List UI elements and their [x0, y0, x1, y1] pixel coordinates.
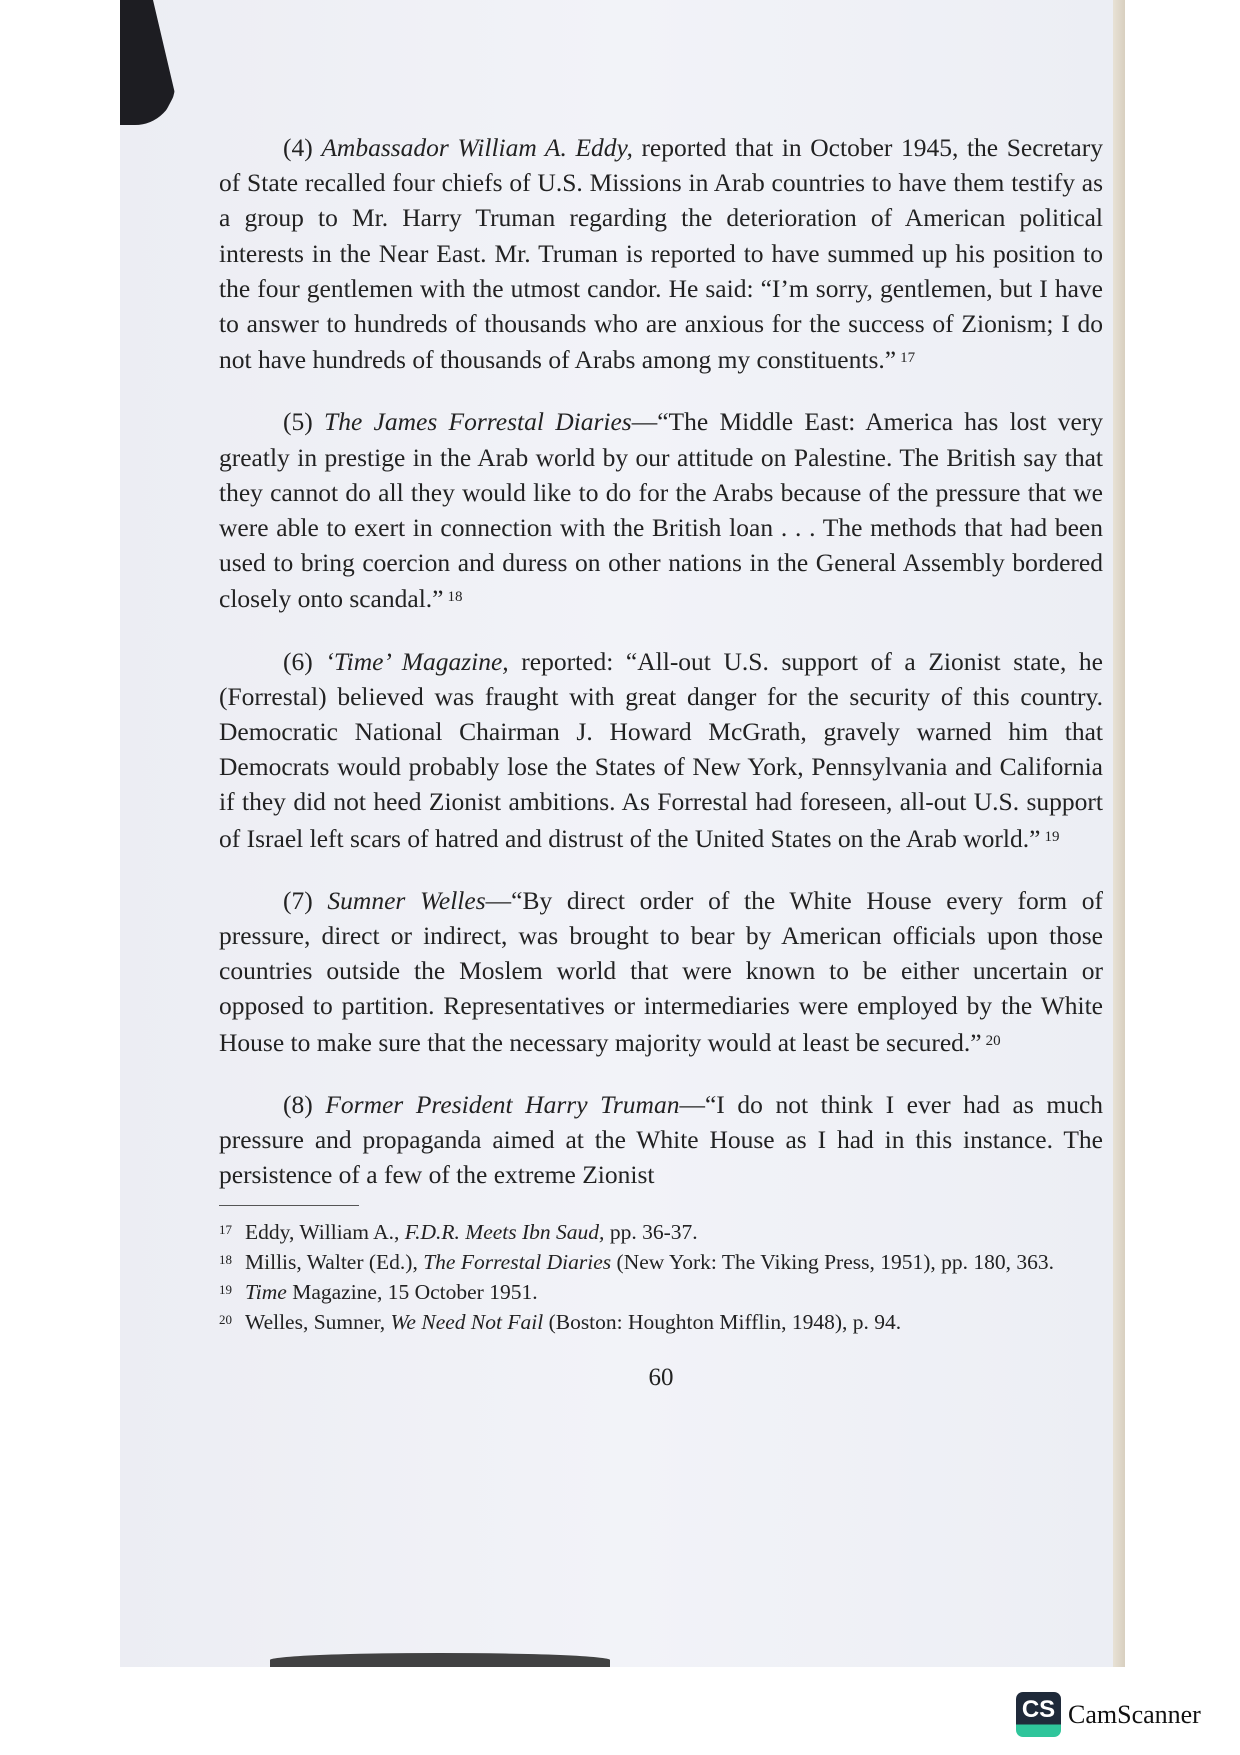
footnote-number: 19	[219, 1282, 232, 1298]
paragraph-body: —“The Middle East: America has lost very greatly in prestige in the Arab world by our attitude on Palestine. The British say that they cannot do all they would like to do for the Arabs because of the pressure that we were able to exert in connection with the British loan . . . The methods that had been used to bring coercion and duress on other nations in the General Assembly bordered closely onto scandal.”	[219, 407, 1103, 614]
paragraph-title: Former President Harry Truman	[325, 1089, 680, 1119]
page-edge	[1113, 0, 1125, 1667]
camscanner-watermark	[1016, 1692, 1201, 1737]
footnote-title: Time	[245, 1280, 287, 1305]
footnote	[219, 1246, 1103, 1276]
footnote-details: pp. 36-37.	[604, 1220, 698, 1245]
footnote-details: Magazine, 15 October 1951.	[286, 1280, 538, 1305]
footnote	[219, 1216, 1103, 1246]
paragraph	[219, 404, 1103, 616]
camscanner-label: CamScanner	[1068, 1699, 1201, 1729]
finger-shadow	[270, 1653, 610, 1667]
footnote-author: Welles, Sumner,	[245, 1310, 391, 1335]
footnote-title: We Need Not Fail	[390, 1310, 544, 1335]
paragraph-number: (5)	[283, 407, 325, 437]
paragraph-body: reported that in October 1945, the Secretary of State recalled four chiefs of U.S. Missions in Arab countries to have them testify as a group to Mr. Harry Truman regarding the deterioration of American political interests in the Near East. Mr. Truman is reported to have summed up his position to the four gentlemen with the utmost candor. He said: “I’m sorry, gentlemen, but I have to answer to hundreds of thousands who are anxious for the success of Zionism; I do not have hundreds of thousands of Arabs among my constituents.”	[219, 133, 1103, 375]
paragraph-title: Sumner Welles	[327, 885, 486, 915]
paragraph-title: The James Forrestal Diaries	[324, 407, 632, 437]
paragraph	[219, 1087, 1103, 1193]
paragraph-title: Ambassador William A. Eddy,	[321, 133, 633, 162]
paragraph-number: (7)	[283, 885, 328, 915]
camscanner-logo-icon: CS	[1016, 1692, 1061, 1737]
body-text	[219, 130, 1103, 1396]
footnote-author: Millis, Walter (Ed.),	[245, 1250, 424, 1275]
paragraph	[219, 130, 1103, 377]
scanned-page	[120, 0, 1125, 1667]
paragraph-body: reported: “All-out U.S. support of a Zionist state, he (Forrestal) believed was fraught with great danger for the security of this country. Democratic National Chairman J. Howard McGrath, gravely warned him that Democrats would probably lose the States of New York, Pennsylvania and California if they did not heed Zionist ambitions. As Forrestal had foreseen, all-out U.S. support of Israel left scars of hatred and distrust of the United States on the Arab world.”	[219, 646, 1103, 853]
footnote-ref: 18	[447, 589, 463, 606]
footnote-ref: 20	[985, 1032, 1001, 1049]
footnote-title: The Forrestal Diaries	[423, 1250, 612, 1275]
paragraph	[219, 883, 1103, 1060]
footnote	[219, 1306, 1103, 1336]
paragraph-number: (8)	[283, 1089, 326, 1119]
paragraph-body: —“By direct order of the White House every form of pressure, direct or indirect, was brought to bear by American officials upon those countries outside the Moslem world that were known to be either uncertain or opposed to partition. Representatives or intermediaries were employed by the White House to make sure that the necessary majority would at least be secured.”	[219, 885, 1103, 1057]
footnote-ref: 19	[1044, 828, 1060, 845]
footnote-number: 17	[219, 1222, 232, 1238]
paragraph	[219, 644, 1103, 856]
paragraph-number: (4)	[283, 133, 322, 162]
footnote-details: (New York: The Viking Press, 1951), pp. 180, 363.	[611, 1250, 1055, 1275]
footnote	[219, 1276, 1103, 1306]
footnote-author: Eddy, William A.,	[245, 1220, 405, 1245]
paragraph-number: (6)	[283, 646, 326, 676]
footnote-title: F.D.R. Meets Ibn Saud,	[404, 1220, 605, 1245]
paragraph-body: —“I do not think I ever had as much pressure and propaganda aimed at the White House as I had in this instance. The persistence of a few of the extreme Zionist	[219, 1089, 1104, 1190]
footnote-details: (Boston: Houghton Mifflin, 1948), p. 94.	[543, 1310, 902, 1335]
footnote-number: 18	[219, 1252, 232, 1268]
page-number: 60	[648, 1364, 674, 1392]
footnote-ref: 17	[900, 350, 916, 367]
paragraph-title: ‘Time’ Magazine,	[325, 646, 509, 676]
footnote-number: 20	[219, 1312, 232, 1328]
thumb-shadow	[120, 0, 175, 125]
footnote-rule	[219, 1205, 359, 1206]
